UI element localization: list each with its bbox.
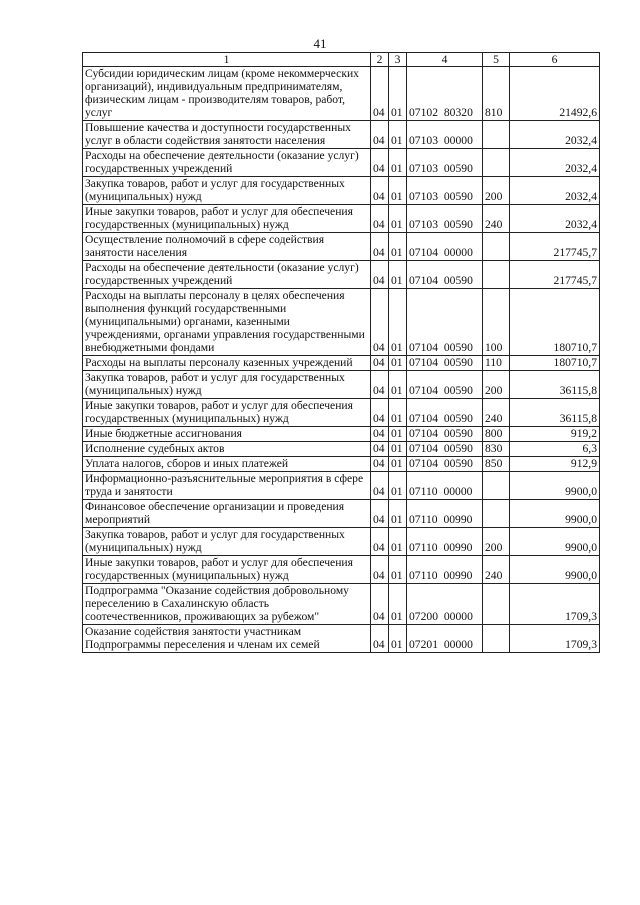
row-expense-type	[483, 472, 510, 500]
row-subsection: 01	[389, 556, 407, 584]
row-expense-type: 240	[483, 556, 510, 584]
row-name: Расходы на выплаты персоналу в целях обеспечения выполнения функций государственными (муниципальными) органами, казенными учреждениями, органами управления государственными внебюджетными фондами	[83, 289, 371, 356]
row-amount: 1709,3	[510, 584, 600, 625]
row-target-code: 07104 00590	[407, 427, 483, 442]
header-row	[83, 53, 600, 67]
row-name: Повышение качества и доступности государственных услуг в области содействия занятости населения	[83, 121, 371, 149]
table-row	[83, 472, 600, 500]
row-subsection: 01	[389, 457, 407, 472]
row-section: 04	[371, 233, 389, 261]
row-subsection: 01	[389, 500, 407, 528]
row-target-code: 07103 00000	[407, 121, 483, 149]
row-expense-type: 240	[483, 399, 510, 427]
header-col-3: 3	[389, 53, 407, 67]
row-subsection: 01	[389, 121, 407, 149]
row-section: 04	[371, 427, 389, 442]
row-name: Расходы на обеспечение деятельности (оказание услуг) государственных учреждений	[83, 149, 371, 177]
row-target-code: 07110 00990	[407, 528, 483, 556]
row-amount: 2032,4	[510, 149, 600, 177]
header-col-4: 4	[407, 53, 483, 67]
row-amount: 1709,3	[510, 625, 600, 653]
row-target-code: 07102 80320	[407, 67, 483, 121]
row-subsection: 01	[389, 442, 407, 457]
row-section: 04	[371, 625, 389, 653]
row-expense-type: 200	[483, 371, 510, 399]
row-amount: 912,9	[510, 457, 600, 472]
row-subsection: 01	[389, 67, 407, 121]
row-target-code: 07104 00000	[407, 233, 483, 261]
row-target-code: 07103 00590	[407, 205, 483, 233]
row-amount: 9900,0	[510, 556, 600, 584]
row-target-code: 07104 00590	[407, 356, 483, 371]
row-name: Иные бюджетные ассигнования	[83, 427, 371, 442]
row-amount: 9900,0	[510, 500, 600, 528]
row-name: Осуществление полномочий в сфере содействия занятости населения	[83, 233, 371, 261]
row-expense-type	[483, 584, 510, 625]
row-target-code: 07104 00590	[407, 442, 483, 457]
row-subsection: 01	[389, 472, 407, 500]
table-row	[83, 233, 600, 261]
table-row	[83, 289, 600, 356]
row-target-code: 07201 00000	[407, 625, 483, 653]
row-name: Уплата налогов, сборов и иных платежей	[83, 457, 371, 472]
row-amount: 919,2	[510, 427, 600, 442]
row-amount: 180710,7	[510, 356, 600, 371]
table-row	[83, 556, 600, 584]
row-expense-type: 200	[483, 528, 510, 556]
row-subsection: 01	[389, 149, 407, 177]
row-name: Иные закупки товаров, работ и услуг для обеспечения государственных (муниципальных) нужд	[83, 205, 371, 233]
row-target-code: 07103 00590	[407, 177, 483, 205]
row-amount: 2032,4	[510, 205, 600, 233]
table-row	[83, 356, 600, 371]
row-name: Субсидии юридическим лицам (кроме некоммерческих организаций), индивидуальным предпринимателям, физическим лицам - производителям товаров, работ, услуг	[83, 67, 371, 121]
table-row	[83, 67, 600, 121]
table-row	[83, 584, 600, 625]
row-section: 04	[371, 457, 389, 472]
table-row	[83, 121, 600, 149]
row-expense-type	[483, 121, 510, 149]
row-amount: 217745,7	[510, 261, 600, 289]
header-col-2: 2	[371, 53, 389, 67]
row-section: 04	[371, 121, 389, 149]
row-amount: 9900,0	[510, 472, 600, 500]
table-row	[83, 205, 600, 233]
row-amount: 36115,8	[510, 399, 600, 427]
row-section: 04	[371, 356, 389, 371]
row-expense-type: 240	[483, 205, 510, 233]
row-target-code: 07110 00990	[407, 500, 483, 528]
table-row	[83, 442, 600, 457]
table-row	[83, 149, 600, 177]
row-name: Закупка товаров, работ и услуг для государственных (муниципальных) нужд	[83, 177, 371, 205]
table-row	[83, 371, 600, 399]
table-row	[83, 457, 600, 472]
row-subsection: 01	[389, 356, 407, 371]
row-amount: 2032,4	[510, 177, 600, 205]
row-expense-type	[483, 500, 510, 528]
row-subsection: 01	[389, 205, 407, 233]
row-target-code: 07104 00590	[407, 261, 483, 289]
budget-table	[82, 52, 600, 653]
row-section: 04	[371, 584, 389, 625]
row-amount: 36115,8	[510, 371, 600, 399]
row-name: Расходы на обеспечение деятельности (оказание услуг) государственных учреждений	[83, 261, 371, 289]
table-row	[83, 625, 600, 653]
row-target-code: 07104 00590	[407, 457, 483, 472]
row-expense-type: 810	[483, 67, 510, 121]
row-subsection: 01	[389, 427, 407, 442]
page-number: 41	[313, 36, 327, 51]
row-section: 04	[371, 528, 389, 556]
row-name: Расходы на выплаты персоналу казенных учреждений	[83, 356, 371, 371]
row-section: 04	[371, 442, 389, 457]
row-subsection: 01	[389, 261, 407, 289]
row-name: Подпрограмма "Оказание содействия добровольному переселению в Сахалинскую область соотечественников, проживающих за рубежом"	[83, 584, 371, 625]
header-col-6: 6	[510, 53, 600, 67]
row-section: 04	[371, 371, 389, 399]
row-expense-type: 110	[483, 356, 510, 371]
row-expense-type: 800	[483, 427, 510, 442]
row-section: 04	[371, 399, 389, 427]
row-expense-type	[483, 233, 510, 261]
row-section: 04	[371, 149, 389, 177]
row-target-code: 07103 00590	[407, 149, 483, 177]
row-target-code: 07110 00990	[407, 556, 483, 584]
row-expense-type: 850	[483, 457, 510, 472]
row-section: 04	[371, 472, 389, 500]
row-subsection: 01	[389, 584, 407, 625]
table-row	[83, 399, 600, 427]
table-row	[83, 177, 600, 205]
row-name: Закупка товаров, работ и услуг для государственных (муниципальных) нужд	[83, 528, 371, 556]
row-section: 04	[371, 500, 389, 528]
row-subsection: 01	[389, 625, 407, 653]
row-amount: 2032,4	[510, 121, 600, 149]
row-expense-type: 830	[483, 442, 510, 457]
table-row	[83, 500, 600, 528]
row-expense-type: 100	[483, 289, 510, 356]
row-target-code: 07104 00590	[407, 399, 483, 427]
table-row	[83, 528, 600, 556]
row-subsection: 01	[389, 528, 407, 556]
header-col-5: 5	[483, 53, 510, 67]
row-subsection: 01	[389, 399, 407, 427]
row-subsection: 01	[389, 233, 407, 261]
table-row	[83, 427, 600, 442]
row-name: Иные закупки товаров, работ и услуг для обеспечения государственных (муниципальных) нужд	[83, 556, 371, 584]
row-subsection: 01	[389, 177, 407, 205]
row-amount: 217745,7	[510, 233, 600, 261]
row-amount: 180710,7	[510, 289, 600, 356]
header-col-1: 1	[83, 53, 371, 67]
row-amount: 21492,6	[510, 67, 600, 121]
row-target-code: 07200 00000	[407, 584, 483, 625]
row-name: Закупка товаров, работ и услуг для государственных (муниципальных) нужд	[83, 371, 371, 399]
table-row	[83, 261, 600, 289]
row-section: 04	[371, 261, 389, 289]
row-amount: 9900,0	[510, 528, 600, 556]
row-target-code: 07110 00000	[407, 472, 483, 500]
row-expense-type	[483, 149, 510, 177]
row-section: 04	[371, 205, 389, 233]
row-section: 04	[371, 556, 389, 584]
row-expense-type: 200	[483, 177, 510, 205]
row-expense-type	[483, 261, 510, 289]
row-name: Иные закупки товаров, работ и услуг для обеспечения государственных (муниципальных) нужд	[83, 399, 371, 427]
row-name: Финансовое обеспечение организации и проведения мероприятий	[83, 500, 371, 528]
row-section: 04	[371, 177, 389, 205]
row-target-code: 07104 00590	[407, 371, 483, 399]
row-section: 04	[371, 289, 389, 356]
row-target-code: 07104 00590	[407, 289, 483, 356]
row-name: Информационно-разъяснительные мероприятия в сфере труда и занятости	[83, 472, 371, 500]
row-name: Исполнение судебных актов	[83, 442, 371, 457]
row-subsection: 01	[389, 289, 407, 356]
row-expense-type	[483, 625, 510, 653]
row-name: Оказание содействия занятости участникам Подпрограммы переселения и членам их семей	[83, 625, 371, 653]
row-subsection: 01	[389, 371, 407, 399]
row-amount: 6,3	[510, 442, 600, 457]
row-section: 04	[371, 67, 389, 121]
table-body	[83, 67, 600, 653]
